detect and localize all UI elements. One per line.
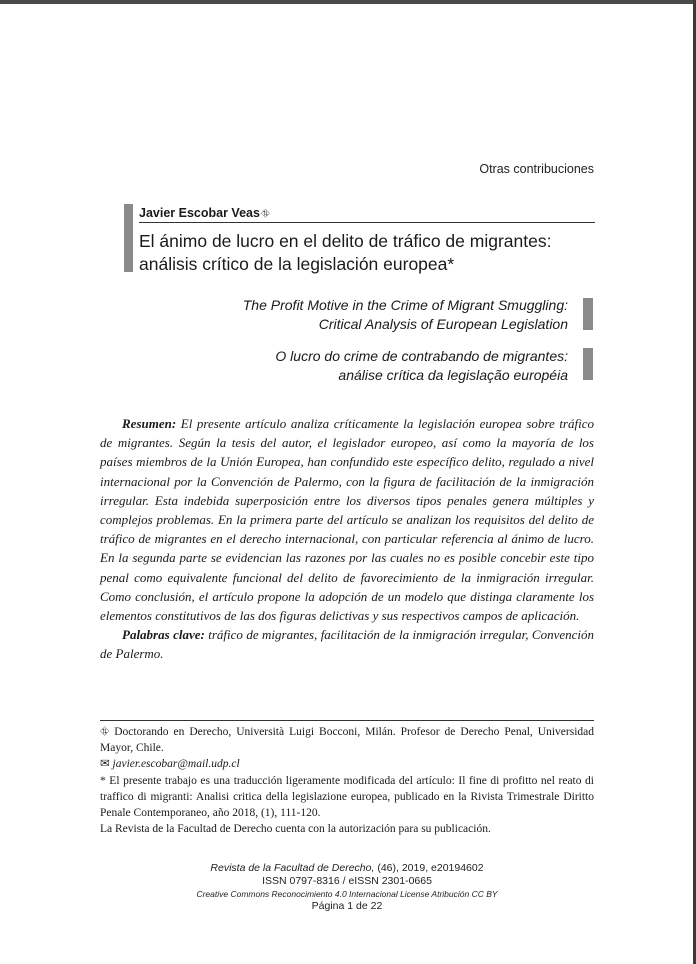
portuguese-title-line-2: análise crítica da legislação européia	[338, 367, 568, 383]
email-footnote	[100, 756, 594, 772]
english-title-accent-bar	[583, 298, 593, 330]
issn: ISSN 0797-8316 / eISSN 2301-0665	[262, 874, 432, 887]
footnote-divider	[100, 720, 594, 721]
english-title	[243, 296, 568, 334]
authorization-footnote: La Revista de la Facultad de Derecho cuenta con la autorización para su publicación.	[100, 823, 491, 836]
footnotes	[100, 724, 594, 837]
article-title-line-1: El ánimo de lucro en el delito de tráfico de migrantes:	[139, 231, 552, 251]
article-title-line-2: análisis crítico de la legislación europea*	[139, 254, 455, 274]
keywords-label: Palabras clave:	[122, 627, 205, 643]
keywords-paragraph	[100, 625, 594, 663]
author-footnote-icon: ⛗	[100, 726, 110, 738]
keywords-text: tráfico de migrantes, facilitación de la inmigración irregular, Convención de Palermo.	[100, 627, 595, 662]
abstract-paragraph	[100, 414, 594, 625]
abstract	[100, 414, 594, 664]
translation-footnote: * El presente trabajo es una traducción ligeramente modificada del artículo: Il fine di profitto nel reato di traffico di migranti: Analisi critica della legislazione europea, publicado en la Rivista Trimestrale Diritto Penale Contemporaneo, año 2018, (1), 111-120.	[100, 774, 594, 820]
author-footnote	[100, 724, 594, 756]
author-name: Javier Escobar Veas	[139, 206, 260, 220]
envelope-icon: ✉	[100, 758, 110, 771]
top-border	[0, 0, 696, 4]
journal-issue: (46), 2019, e20194602	[374, 862, 484, 874]
english-title-line-2: Critical Analysis of European Legislation	[318, 316, 568, 332]
page-footer	[100, 862, 594, 913]
portuguese-title-line-1: O lucro do crime de contrabando de migrantes:	[275, 348, 568, 364]
author-footnote-text: Doctorando en Derecho, Università Luigi Bocconi, Milán. Profesor de Derecho Penal, Universidad Mayor, Chile.	[100, 726, 595, 755]
abstract-text: El presente artículo analiza críticamente la legislación europea sobre tráfico de migrantes. Según la tesis del autor, el legislador europeo, así como la mayoría de los países miembros de la Unión Europea, han confundido este específico delito, regulado a nivel internacional por la Convención de Palermo, con la figura de facilitación de la inmigración irregular. Esta indebida superposición entre los diversos tipos penales genera múltiples y complejos problemas. En la primera parte del artículo se analizan los requisitos del delito de tráfico de migrantes en el derecho internacional, con particular referencia al ánimo de lucro. En la segunda parte se evidencian las razones por las cuales no es posible concebir este tipo penal como equivalente funcional del delito de favorecimiento de la inmigración irregular. Como conclusión, el artículo propone la adopción de un modelo que distinga claramente los elementos constitutivos de las dos figuras delictivas y sus respectivos campos de aplicación.	[100, 416, 594, 624]
portuguese-title-accent-bar	[583, 348, 593, 380]
footnote-marker-icon[interactable]: ⛗	[260, 208, 270, 220]
article-title	[139, 230, 599, 276]
author-email-link[interactable]: javier.escobar@mail.udp.cl	[112, 758, 240, 771]
portuguese-title	[275, 347, 568, 385]
title-accent-bar	[124, 204, 133, 272]
journal-name: Revista de la Facultad de Derecho,	[210, 862, 375, 874]
license-text: Creative Commons Reconocimiento 4.0 Internacional License Atribución CC BY	[196, 888, 498, 899]
abstract-label: Resumen:	[122, 416, 177, 431]
section-label: Otras contribuciones	[479, 162, 594, 176]
author-line	[139, 206, 270, 221]
english-title-line-1: The Profit Motive in the Crime of Migrant Smuggling:	[242, 297, 568, 313]
page-number: Página 1 de 22	[311, 900, 383, 913]
author-divider	[139, 222, 595, 223]
journal-citation	[100, 862, 594, 875]
